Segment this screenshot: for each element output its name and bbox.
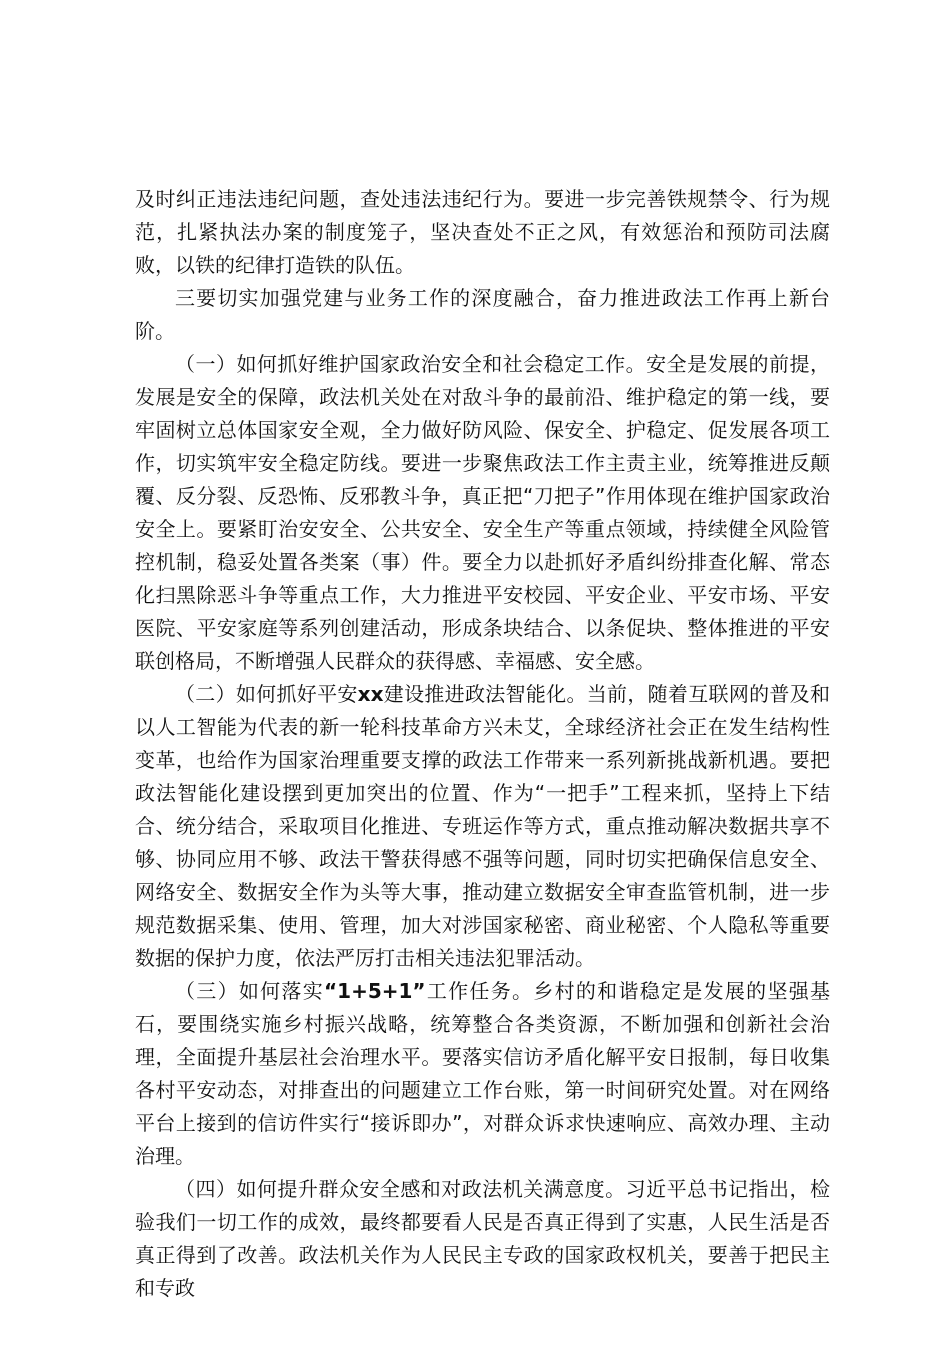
paragraph-item-three — [135, 975, 830, 1173]
paragraph-section-three-intro: 三要切实加强党建与业务工作的深度融合，奋力推进政法工作再上新台阶。 — [135, 286, 830, 343]
paragraph-item-three-body: 工作任务。乡村的和谐稳定是发展的坚强基石，要围绕实施乡村振兴战略，统筹整合各类资源，不断加强和创新社会治理，全面提升基层社会治理水平。要落实信访矛盾化解平安日报制，每日收集各村平安动态，对排查出的问题建立工作台账，第一时间研究处置。对在网络平台上接到的信访件实行“接诉即办”，对群众诉求快速响应、高效办理、主动治理。 — [135, 979, 831, 1168]
paragraph-item-one: （一）如何抓好维护国家政治安全和社会稳定工作。安全是发展的前提，发展是安全的保障，政法机关处在对敌斗争的最前沿、维护稳定的第一线，要牢固树立总体国家安全观，全力做好防风险、保安全、护稳定、促发展各项工作，切实筑牢安全稳定防线。要进一步聚焦政法工作主责主业，统筹推进反颠覆、反分裂、反恐怖、反邪教斗争，真正把“刀把子”作用体现在维护国家政治安全上。要紧盯治安安全、公共安全、安全生产等重点领域，持续健全风险管控机制，稳妥处置各类案（事）件。要全力以赴抓好矛盾纠纷排查化解、常态化扫黑除恶斗争等重点工作，大力推进平安校园、平安企业、平安市场、平安医院、平安家庭等系列创建活动，形成条块结合、以条促块、整体推进的平安联创格局，不断增强人民群众的获得感、幸福感、安全感。 — [135, 352, 830, 673]
paragraph-continuation: 及时纠正违法违纪问题，查处违法违纪行为。要进一步完善铁规禁令、行为规范，扎紧执法办案的制度笼子，坚决查处不正之风，有效惩治和预防司法腐败，以铁的纪律打造铁的队伍。 — [135, 187, 830, 277]
placeholder-xx: xx — [357, 682, 384, 706]
paragraph-item-two-body: 建设推进政法智能化。当前，随着互联网的普及和以人工智能为代表的新一轮科技革命方兴未艾，全球经济社会正在发生结构性变革，也给作为国家治理重要支撑的政法工作带来一系列新挑战新机遇。要把政法智能化建设摆到更加突出的位置、作为“一把手”工程来抓，坚持上下结合、统分结合，采取项目化推进、专班运作等方式，重点推动解决数据共享不够、协同应用不够、政法干警获得感不强等问题，同时切实把确保信息安全、网络安全、数据安全作为头等大事，推动建立数据安全审查监管机制，进一步规范数据采集、使用、管理，加大对涉国家秘密、商业秘密、个人隐私等重要数据的保护力度，依法严厉打击相关违法犯罪活动。 — [135, 682, 831, 970]
paragraph-item-four: （四）如何提升群众安全感和对政法机关满意度。习近平总书记指出，检验我们一切工作的成效，最终都要看人民是否真正得到了实惠，人民生活是否真正得到了改善。政法机关作为人民民主专政的国家政权机关，要善于把民主和专政 — [135, 1177, 830, 1300]
paragraph-item-two — [135, 678, 830, 975]
paragraph-item-three-lead: （三）如何落实 — [175, 979, 325, 1003]
document-body — [135, 183, 830, 1305]
paragraph-item-two-lead: （二）如何抓好平安 — [175, 682, 358, 706]
task-code-label: “1+5+1” — [324, 979, 426, 1003]
